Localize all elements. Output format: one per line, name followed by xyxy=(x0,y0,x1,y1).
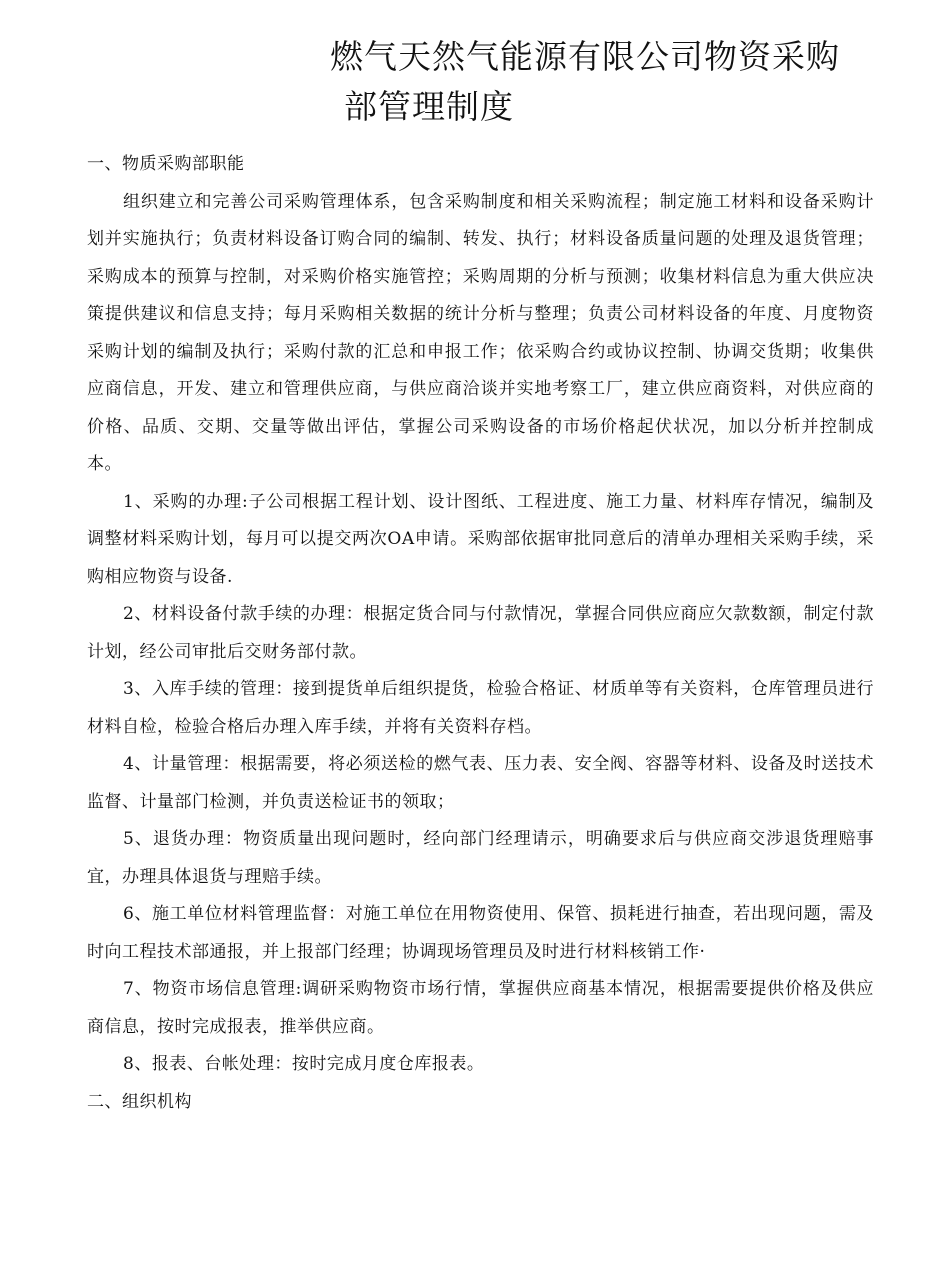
document-body xyxy=(87,146,874,1121)
section-heading-duties: 一、物质采购部职能 xyxy=(87,154,245,174)
duty-item-8: 8、报表、台帐处理：按时完成月度仓库报表。 xyxy=(123,1054,485,1074)
title-line-1: 燃气天然气能源有限公司物资采购 xyxy=(330,37,840,76)
duties-intro-paragraph: 组织建立和完善公司采购管理体系，包含采购制度和相关采购流程；制定施工材料和设备采购计划并实施执行；负责材料设备订购合同的编制、转发、执行；材料设备质量问题的处理及退货管理；采购成本的预算与控制，对采购价格实施管控；采购周期的分析与预测；收集材料信息为重大供应决策提供建议和信息支持；每月采购相关数据的统计分析与整理；负责公司材料设备的年度、月度物资采购计划的编制及执行；采购付款的汇总和申报工作；依采购合约或协议控制、协调交货期；收集供应商信息，开发、建立和管理供应商，与供应商洽谈并实地考察工厂，建立供应商资料，对供应商的价格、品质、交期、交量等做出评估，掌握公司采购设备的市场价格起伏状况，加以分析并控制成本。 xyxy=(87,191,874,474)
duty-item-7: 7、物资市场信息管理:调研采购物资市场行情，掌握供应商基本情况，根据需要提供价格及供应商信息，按时完成报表，推举供应商。 xyxy=(87,979,874,1037)
title-line-2: 部管理制度 xyxy=(344,87,514,126)
document-title xyxy=(330,32,890,132)
duty-item-6: 6、施工单位材料管理监督：对施工单位在用物资使用、保管、损耗进行抽查，若出现问题，需及时向工程技术部通报，并上报部门经理；协调现场管理员及时进行材料核销工作· xyxy=(87,904,874,962)
duty-item-4: 4、计量管理：根据需要，将必须送检的燃气表、压力表、安全阀、容器等材料、设备及时送技术监督、计量部门检测，并负责送检证书的领取； xyxy=(87,754,874,812)
duty-item-2: 2、材料设备付款手续的办理：根据定货合同与付款情况，掌握合同供应商应欠款数额，制定付款计划，经公司审批后交财务部付款。 xyxy=(87,604,874,662)
duty-item-1: 1、采购的办理:子公司根据工程计划、设计图纸、工程进度、施工力量、材料库存情况，编制及调整材料采购计划，每月可以提交两次OA申请。采购部依据审批同意后的清单办理相关采购手续，采购相应物资与设备. xyxy=(87,491,874,587)
duty-item-3: 3、入库手续的管理：接到提货单后组织提货，检验合格证、材质单等有关资料，仓库管理员进行材料自检，检验合格后办理入库手续，并将有关资料存档。 xyxy=(87,679,874,737)
duty-item-5: 5、退货办理：物资质量出现问题时，经向部门经理请示，明确要求后与供应商交涉退货理赔事宜，办理具体退货与理赔手续。 xyxy=(87,829,874,887)
section-heading-organization: 二、组织机构 xyxy=(87,1091,192,1112)
